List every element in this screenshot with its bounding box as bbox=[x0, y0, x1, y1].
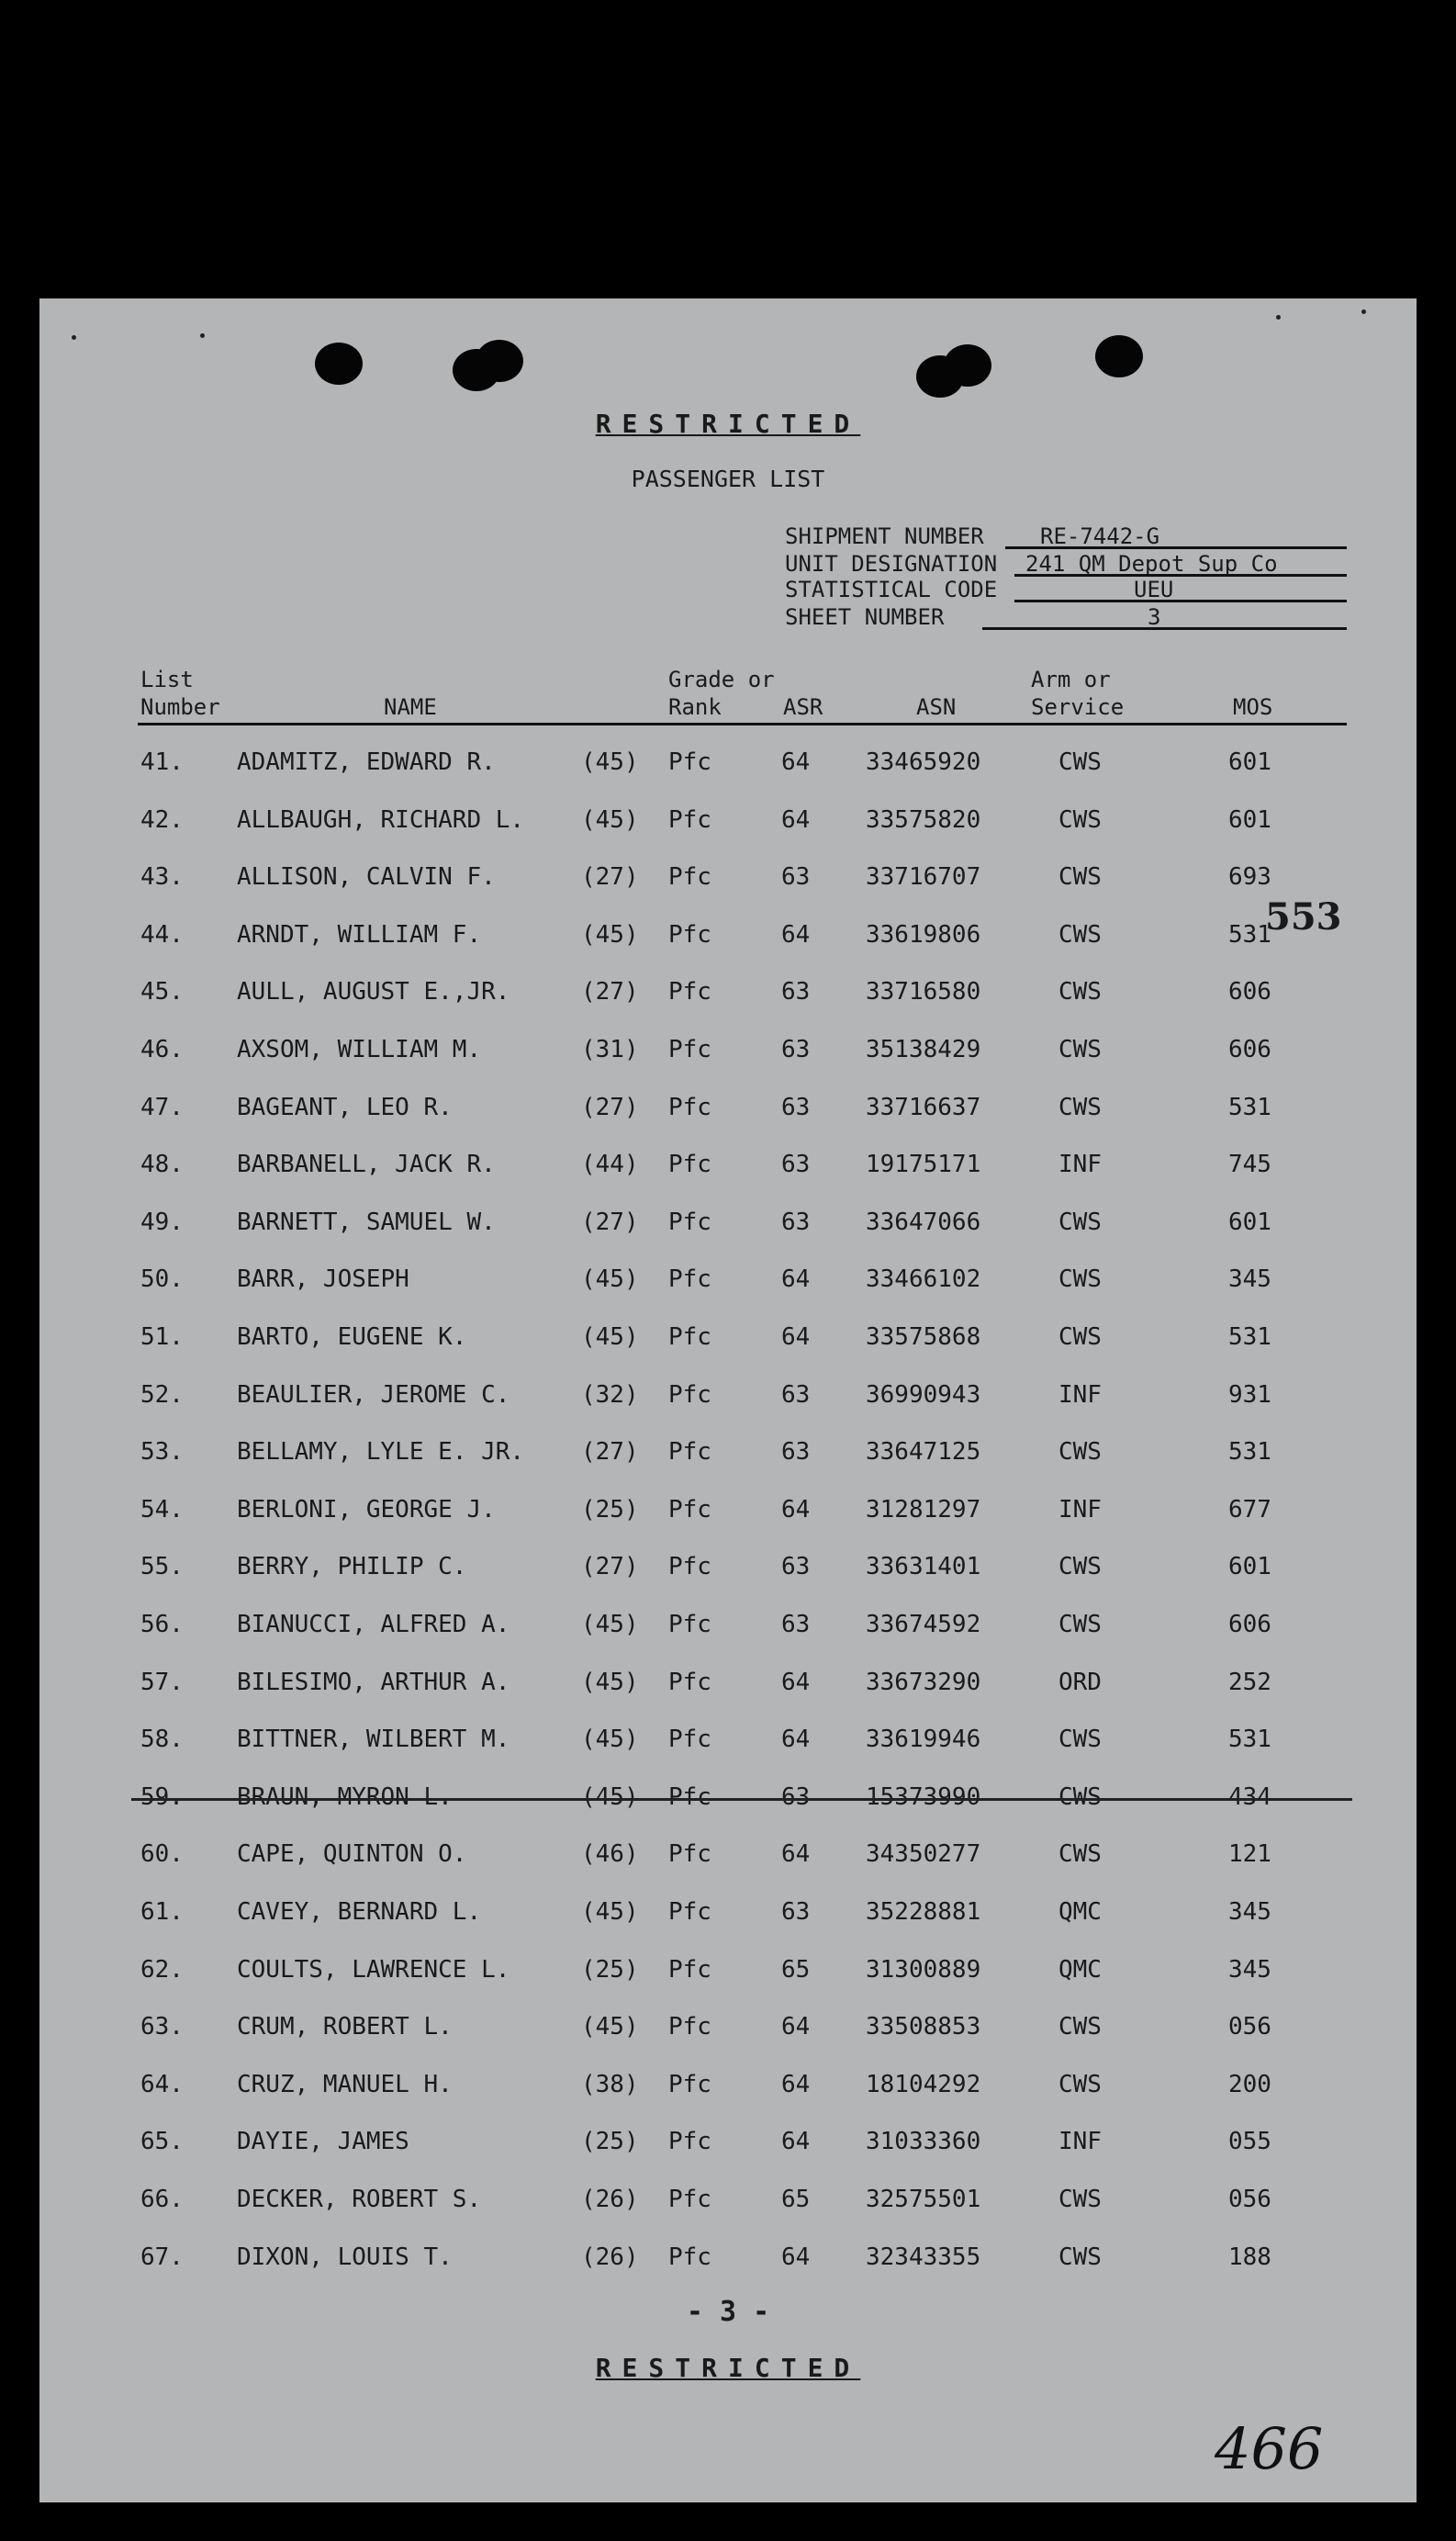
list-number: 47. bbox=[140, 1093, 184, 1121]
header-asn: ASN bbox=[916, 694, 957, 720]
table-row bbox=[39, 806, 1417, 839]
header-name: NAME bbox=[384, 694, 437, 720]
header-rule bbox=[138, 723, 1347, 725]
grade-code: (45) bbox=[581, 1782, 639, 1811]
asn-value: 33673290 bbox=[866, 1668, 981, 1696]
asn-value: 33575820 bbox=[866, 805, 981, 834]
list-number: 44. bbox=[140, 920, 184, 949]
punch-hole bbox=[944, 344, 991, 387]
rank: Pfc bbox=[668, 805, 711, 834]
asr-value: 63 bbox=[781, 1151, 811, 1179]
rank: Pfc bbox=[668, 1151, 711, 1179]
asr-value: 64 bbox=[781, 1323, 811, 1351]
arm-or-service: CWS bbox=[1058, 978, 1102, 1006]
rank: Pfc bbox=[668, 1726, 711, 1754]
list-number: 49. bbox=[140, 1208, 184, 1236]
asn-value: 35228881 bbox=[866, 1898, 981, 1926]
asn-value: 33674592 bbox=[866, 1611, 981, 1638]
passenger-name: CRUZ, MANUEL H. bbox=[237, 2070, 453, 2098]
table-row bbox=[39, 1438, 1417, 1471]
header-arm-line2: Service bbox=[1031, 694, 1125, 720]
list-number: 66. bbox=[140, 2186, 184, 2213]
table-row bbox=[39, 1151, 1417, 1184]
asn-value: 18104292 bbox=[866, 2070, 981, 2098]
asn-value: 33508853 bbox=[866, 2013, 981, 2041]
grade-code: (27) bbox=[581, 1553, 639, 1581]
header-list-number bbox=[140, 666, 220, 721]
table-row bbox=[39, 1726, 1417, 1759]
passenger-name: BELLAMY, LYLE E. JR. bbox=[237, 1438, 525, 1467]
asr-value: 64 bbox=[781, 1265, 811, 1294]
grade-code: (45) bbox=[581, 2013, 639, 2041]
passenger-name: BRAUN, MYRON L. bbox=[237, 1782, 453, 1811]
passenger-name: DECKER, ROBERT S. bbox=[237, 2186, 482, 2213]
arm-or-service: CWS bbox=[1058, 920, 1102, 949]
asn-value: 33619806 bbox=[866, 920, 981, 949]
mos-value: 693 bbox=[1228, 863, 1271, 892]
statistical-code-label: STATISTICAL CODE bbox=[785, 577, 998, 602]
arm-or-service: CWS bbox=[1058, 1323, 1102, 1351]
arm-or-service: CWS bbox=[1058, 2070, 1102, 2098]
list-number: 59. bbox=[140, 1782, 184, 1811]
arm-or-service: CWS bbox=[1058, 2186, 1102, 2213]
list-number: 45. bbox=[140, 978, 184, 1006]
margin-number: 553 bbox=[1265, 895, 1342, 939]
header-grade bbox=[668, 666, 775, 721]
asr-value: 63 bbox=[781, 1782, 811, 1811]
mos-value: 056 bbox=[1228, 2013, 1271, 2041]
asr-value: 63 bbox=[781, 1438, 811, 1467]
table-row bbox=[39, 2013, 1417, 2046]
grade-code: (27) bbox=[581, 1093, 639, 1121]
asr-value: 63 bbox=[781, 1898, 811, 1926]
mos-value: 531 bbox=[1228, 1726, 1271, 1754]
passenger-name: BARNETT, SAMUEL W. bbox=[237, 1208, 496, 1236]
asr-value: 63 bbox=[781, 1208, 811, 1236]
asn-value: 31033360 bbox=[866, 2128, 981, 2156]
grade-code: (26) bbox=[581, 2186, 639, 2213]
table-row bbox=[39, 978, 1417, 1011]
header-list-number-line1: List bbox=[140, 667, 194, 692]
rank: Pfc bbox=[668, 1782, 711, 1811]
mos-value: 745 bbox=[1228, 1151, 1271, 1179]
list-number: 53. bbox=[140, 1438, 184, 1467]
arm-or-service: QMC bbox=[1058, 1898, 1102, 1926]
underline bbox=[982, 627, 1347, 630]
list-number: 60. bbox=[140, 1840, 184, 1869]
asr-value: 63 bbox=[781, 1611, 811, 1638]
asn-value: 32575501 bbox=[866, 2186, 981, 2213]
header-asr: ASR bbox=[783, 694, 823, 720]
mos-value: 601 bbox=[1228, 1208, 1271, 1236]
table-row bbox=[39, 2186, 1417, 2219]
mos-value: 055 bbox=[1228, 2128, 1271, 2156]
list-number: 62. bbox=[140, 1955, 184, 1984]
mos-value: 601 bbox=[1228, 805, 1271, 834]
arm-or-service: INF bbox=[1058, 2128, 1102, 2156]
list-number: 63. bbox=[140, 2013, 184, 2041]
grade-code: (25) bbox=[581, 1495, 639, 1523]
asn-value: 19175171 bbox=[866, 1151, 981, 1179]
rank: Pfc bbox=[668, 2186, 711, 2213]
rank: Pfc bbox=[668, 1093, 711, 1121]
mos-value: 200 bbox=[1228, 2070, 1271, 2098]
asr-value: 64 bbox=[781, 748, 811, 776]
table-row bbox=[39, 748, 1417, 781]
asr-value: 64 bbox=[781, 920, 811, 949]
arm-or-service: ORD bbox=[1058, 1668, 1102, 1696]
classification-header: RESTRICTED bbox=[595, 409, 861, 439]
asr-value: 63 bbox=[781, 863, 811, 892]
sheet-number-field bbox=[785, 604, 1347, 630]
passenger-name: AULL, AUGUST E.,JR. bbox=[237, 978, 510, 1006]
rank: Pfc bbox=[668, 748, 711, 776]
header-arm bbox=[1031, 666, 1124, 721]
grade-code: (45) bbox=[581, 1726, 639, 1754]
rank: Pfc bbox=[668, 1265, 711, 1294]
grade-code: (26) bbox=[581, 2243, 639, 2271]
mos-value: 121 bbox=[1228, 1840, 1271, 1869]
passenger-name: DIXON, LOUIS T. bbox=[237, 2243, 453, 2271]
list-number: 56. bbox=[140, 1611, 184, 1638]
table-row bbox=[39, 1036, 1417, 1069]
arm-or-service: CWS bbox=[1058, 748, 1102, 776]
mos-value: 931 bbox=[1228, 1380, 1271, 1409]
shipment-number-field bbox=[785, 523, 1347, 549]
arm-or-service: INF bbox=[1058, 1151, 1102, 1179]
asn-value: 33575868 bbox=[866, 1323, 981, 1351]
mos-value: 601 bbox=[1228, 748, 1271, 776]
grade-code: (45) bbox=[581, 748, 639, 776]
mos-value: 531 bbox=[1228, 920, 1271, 949]
passenger-name: AXSOM, WILLIAM M. bbox=[237, 1036, 482, 1063]
arm-or-service: CWS bbox=[1058, 1208, 1102, 1236]
arm-or-service: CWS bbox=[1058, 1726, 1102, 1754]
passenger-name: CAPE, QUINTON O. bbox=[237, 1840, 467, 1869]
asr-value: 63 bbox=[781, 978, 811, 1006]
rank: Pfc bbox=[668, 1323, 711, 1351]
asr-value: 63 bbox=[781, 1093, 811, 1121]
passenger-name: BARR, JOSEPH bbox=[237, 1265, 409, 1294]
grade-code: (27) bbox=[581, 1438, 639, 1467]
arm-or-service: CWS bbox=[1058, 2243, 1102, 2271]
rank: Pfc bbox=[668, 2243, 711, 2271]
passenger-name: BEAULIER, JEROME C. bbox=[237, 1380, 510, 1409]
table-row bbox=[39, 1898, 1417, 1931]
table-row bbox=[39, 1496, 1417, 1529]
sheet-number-label: SHEET NUMBER bbox=[785, 604, 945, 630]
table-row bbox=[39, 2243, 1417, 2277]
list-number: 58. bbox=[140, 1726, 184, 1754]
asn-value: 33716637 bbox=[866, 1093, 981, 1121]
passenger-name: BAGEANT, LEO R. bbox=[237, 1093, 453, 1121]
underline bbox=[1014, 600, 1347, 602]
underline bbox=[1005, 546, 1347, 549]
mos-value: 606 bbox=[1228, 1611, 1271, 1638]
passenger-name: BARTO, EUGENE K. bbox=[237, 1323, 467, 1351]
mos-value: 434 bbox=[1228, 1782, 1271, 1811]
asr-value: 64 bbox=[781, 1668, 811, 1696]
grade-code: (27) bbox=[581, 1208, 639, 1236]
asn-value: 35138429 bbox=[866, 1036, 981, 1063]
asr-value: 65 bbox=[781, 2186, 811, 2213]
mos-value: 531 bbox=[1228, 1093, 1271, 1121]
table-row bbox=[39, 1669, 1417, 1702]
asn-value: 33619946 bbox=[866, 1726, 981, 1754]
mos-value: 677 bbox=[1228, 1495, 1271, 1523]
paper-speck bbox=[200, 333, 205, 338]
list-number: 54. bbox=[140, 1495, 184, 1523]
rank: Pfc bbox=[668, 1036, 711, 1063]
list-number: 67. bbox=[140, 2243, 184, 2271]
grade-code: (27) bbox=[581, 978, 639, 1006]
passenger-name: ARNDT, WILLIAM F. bbox=[237, 920, 482, 949]
asn-value: 36990943 bbox=[866, 1380, 981, 1409]
mos-value: 345 bbox=[1228, 1955, 1271, 1984]
handwritten-number: 466 bbox=[1215, 2415, 1324, 2482]
list-number: 43. bbox=[140, 863, 184, 892]
grade-code: (46) bbox=[581, 1840, 639, 1869]
header-arm-line1: Arm or bbox=[1031, 667, 1111, 692]
table-row bbox=[39, 2128, 1417, 2161]
passenger-name: BILESIMO, ARTHUR A. bbox=[237, 1668, 510, 1696]
unit-designation-field bbox=[785, 551, 1347, 577]
rank: Pfc bbox=[668, 1898, 711, 1926]
rank: Pfc bbox=[668, 863, 711, 892]
punch-hole bbox=[1095, 335, 1143, 377]
mos-value: 252 bbox=[1228, 1668, 1271, 1696]
passenger-name: ADAMITZ, EDWARD R. bbox=[237, 748, 496, 776]
mos-value: 056 bbox=[1228, 2186, 1271, 2213]
table-row bbox=[39, 1783, 1417, 1816]
grade-code: (44) bbox=[581, 1151, 639, 1179]
mos-value: 601 bbox=[1228, 1553, 1271, 1581]
unit-designation-label: UNIT DESIGNATION bbox=[785, 551, 998, 577]
rank: Pfc bbox=[668, 2013, 711, 2041]
table-row bbox=[39, 1840, 1417, 1873]
arm-or-service: CWS bbox=[1058, 1438, 1102, 1467]
shipment-number-label: SHIPMENT NUMBER bbox=[785, 523, 984, 549]
rank: Pfc bbox=[668, 978, 711, 1006]
passenger-name: DAYIE, JAMES bbox=[237, 2128, 409, 2156]
rank: Pfc bbox=[668, 1438, 711, 1467]
header-grade-line1: Grade or bbox=[668, 667, 775, 692]
grade-code: (38) bbox=[581, 2070, 639, 2098]
page-number: - 3 - bbox=[686, 2296, 770, 2328]
strikethrough-line bbox=[131, 1798, 1352, 1801]
asr-value: 64 bbox=[781, 805, 811, 834]
asr-value: 63 bbox=[781, 1380, 811, 1409]
passenger-name: CAVEY, BERNARD L. bbox=[237, 1898, 482, 1926]
table-row bbox=[39, 1553, 1417, 1586]
list-number: 48. bbox=[140, 1151, 184, 1179]
list-number: 57. bbox=[140, 1668, 184, 1696]
mos-value: 606 bbox=[1228, 1036, 1271, 1063]
asn-value: 34350277 bbox=[866, 1840, 981, 1869]
mos-value: 345 bbox=[1228, 1898, 1271, 1926]
list-number: 52. bbox=[140, 1380, 184, 1409]
asr-value: 64 bbox=[781, 2013, 811, 2041]
rank: Pfc bbox=[668, 1668, 711, 1696]
asr-value: 63 bbox=[781, 1553, 811, 1581]
asn-value: 32343355 bbox=[866, 2243, 981, 2271]
asr-value: 64 bbox=[781, 2128, 811, 2156]
punch-hole bbox=[476, 340, 523, 382]
table-row bbox=[39, 1209, 1417, 1242]
paper-speck bbox=[72, 335, 76, 340]
list-number: 50. bbox=[140, 1265, 184, 1294]
list-number: 51. bbox=[140, 1323, 184, 1351]
shipment-number-value: RE-7442-G bbox=[1040, 523, 1160, 549]
table-row bbox=[39, 1094, 1417, 1127]
arm-or-service: INF bbox=[1058, 1380, 1102, 1409]
grade-code: (25) bbox=[581, 2128, 639, 2156]
statistical-code-field bbox=[785, 577, 1347, 602]
table-row bbox=[39, 921, 1417, 954]
list-number: 55. bbox=[140, 1553, 184, 1581]
mos-value: 345 bbox=[1228, 1265, 1271, 1294]
asr-value: 64 bbox=[781, 2070, 811, 2098]
passenger-name: ALLBAUGH, RICHARD L. bbox=[237, 805, 525, 834]
arm-or-service: CWS bbox=[1058, 1840, 1102, 1869]
sheet-number-value: 3 bbox=[1148, 604, 1161, 630]
list-number: 64. bbox=[140, 2070, 184, 2098]
header-mos: MOS bbox=[1233, 694, 1273, 720]
rank: Pfc bbox=[668, 920, 711, 949]
passenger-name: COULTS, LAWRENCE L. bbox=[237, 1955, 510, 1984]
grade-code: (45) bbox=[581, 1265, 639, 1294]
rank: Pfc bbox=[668, 2070, 711, 2098]
passenger-name: ALLISON, CALVIN F. bbox=[237, 863, 496, 892]
grade-code: (31) bbox=[581, 1036, 639, 1063]
paper-speck bbox=[1276, 315, 1281, 320]
asr-value: 64 bbox=[781, 1726, 811, 1754]
mos-value: 606 bbox=[1228, 978, 1271, 1006]
arm-or-service: CWS bbox=[1058, 1611, 1102, 1638]
asn-value: 33465920 bbox=[866, 748, 981, 776]
table-row bbox=[39, 1956, 1417, 1989]
table-row bbox=[39, 1323, 1417, 1356]
asn-value: 33716707 bbox=[866, 863, 981, 892]
statistical-code-value: UEU bbox=[1134, 577, 1174, 602]
list-number: 61. bbox=[140, 1898, 184, 1926]
grade-code: (27) bbox=[581, 863, 639, 892]
paper-speck bbox=[1361, 309, 1366, 314]
asn-value: 33466102 bbox=[866, 1265, 981, 1294]
arm-or-service: CWS bbox=[1058, 1093, 1102, 1121]
rank: Pfc bbox=[668, 1553, 711, 1581]
mos-value: 188 bbox=[1228, 2243, 1271, 2271]
rank: Pfc bbox=[668, 1840, 711, 1869]
rank: Pfc bbox=[668, 1495, 711, 1523]
asr-value: 64 bbox=[781, 1840, 811, 1869]
passenger-name: CRUM, ROBERT L. bbox=[237, 2013, 453, 2041]
passenger-name: BITTNER, WILBERT M. bbox=[237, 1726, 510, 1754]
passenger-name: BERLONI, GEORGE J. bbox=[237, 1495, 496, 1523]
grade-code: (45) bbox=[581, 1611, 639, 1638]
asr-value: 65 bbox=[781, 1955, 811, 1984]
arm-or-service: CWS bbox=[1058, 1553, 1102, 1581]
punch-hole bbox=[315, 343, 363, 385]
mos-value: 531 bbox=[1228, 1323, 1271, 1351]
arm-or-service: CWS bbox=[1058, 863, 1102, 892]
mos-value: 531 bbox=[1228, 1438, 1271, 1467]
header-grade-line2: Rank bbox=[668, 694, 722, 720]
page-title: PASSENGER LIST bbox=[631, 466, 825, 492]
asr-value: 64 bbox=[781, 1495, 811, 1523]
asr-value: 64 bbox=[781, 2243, 811, 2271]
rank: Pfc bbox=[668, 1611, 711, 1638]
passenger-name: BARBANELL, JACK R. bbox=[237, 1151, 496, 1179]
asn-value: 31300889 bbox=[866, 1955, 981, 1984]
table-row bbox=[39, 1611, 1417, 1644]
asn-value: 31281297 bbox=[866, 1495, 981, 1523]
grade-code: (32) bbox=[581, 1380, 639, 1409]
grade-code: (45) bbox=[581, 920, 639, 949]
table-row bbox=[39, 2071, 1417, 2104]
arm-or-service: CWS bbox=[1058, 805, 1102, 834]
asn-value: 33716580 bbox=[866, 978, 981, 1006]
grade-code: (45) bbox=[581, 805, 639, 834]
asn-value: 33631401 bbox=[866, 1553, 981, 1581]
list-number: 42. bbox=[140, 805, 184, 834]
arm-or-service: CWS bbox=[1058, 1036, 1102, 1063]
asr-value: 63 bbox=[781, 1036, 811, 1063]
grade-code: (45) bbox=[581, 1668, 639, 1696]
arm-or-service: CWS bbox=[1058, 2013, 1102, 2041]
rank: Pfc bbox=[668, 1380, 711, 1409]
list-number: 65. bbox=[140, 2128, 184, 2156]
table-row bbox=[39, 1381, 1417, 1414]
arm-or-service: QMC bbox=[1058, 1955, 1102, 1984]
list-number: 41. bbox=[140, 748, 184, 776]
asn-value: 15373990 bbox=[866, 1782, 981, 1811]
arm-or-service: INF bbox=[1058, 1495, 1102, 1523]
header-list-number-line2: Number bbox=[140, 694, 220, 720]
passenger-name: BIANUCCI, ALFRED A. bbox=[237, 1611, 510, 1638]
table-row bbox=[39, 1265, 1417, 1299]
passenger-name: BERRY, PHILIP C. bbox=[237, 1553, 467, 1581]
grade-code: (45) bbox=[581, 1323, 639, 1351]
classification-footer: RESTRICTED bbox=[595, 2353, 861, 2383]
rank: Pfc bbox=[668, 1955, 711, 1984]
document-page bbox=[39, 298, 1417, 2502]
grade-code: (45) bbox=[581, 1898, 639, 1926]
asn-value: 33647125 bbox=[866, 1438, 981, 1467]
rank: Pfc bbox=[668, 1208, 711, 1236]
arm-or-service: CWS bbox=[1058, 1265, 1102, 1294]
arm-or-service: CWS bbox=[1058, 1782, 1102, 1811]
unit-designation-value: 241 QM Depot Sup Co bbox=[1025, 551, 1278, 577]
list-number: 46. bbox=[140, 1036, 184, 1063]
grade-code: (25) bbox=[581, 1955, 639, 1984]
asn-value: 33647066 bbox=[866, 1208, 981, 1236]
table-row bbox=[39, 863, 1417, 896]
rank: Pfc bbox=[668, 2128, 711, 2156]
